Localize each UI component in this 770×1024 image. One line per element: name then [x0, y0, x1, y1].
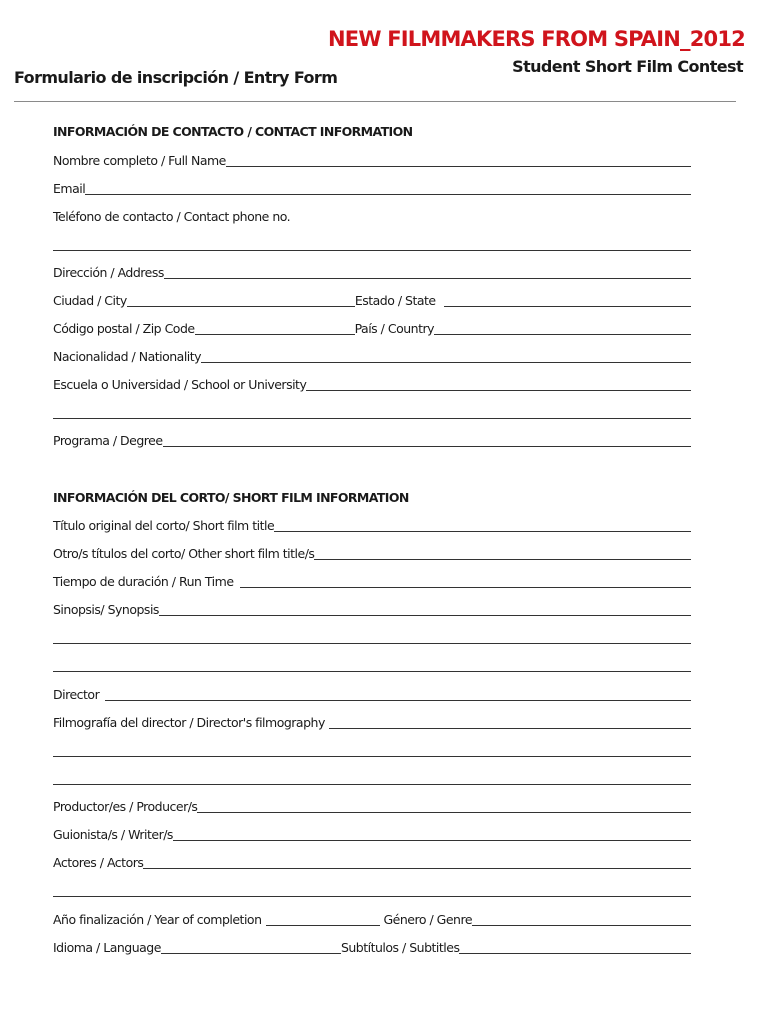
language-label: Idioma / Language: [53, 940, 161, 955]
synopsis-label: Sinopsis/ Synopsis: [53, 602, 159, 617]
degree-field[interactable]: [53, 431, 691, 449]
year-genre-row[interactable]: [53, 910, 691, 928]
run-time-blank[interactable]: [240, 587, 691, 588]
city-label: Ciudad / City: [53, 293, 127, 308]
phone-blank[interactable]: [53, 250, 691, 251]
actors-blank-line-2[interactable]: [53, 881, 691, 899]
address-blank[interactable]: [164, 278, 691, 279]
film-section-heading: INFORMACIÓN DEL CORTO/ SHORT FILM INFORMATION: [53, 490, 409, 505]
phone-blank-line[interactable]: [53, 235, 691, 253]
writers-field[interactable]: [53, 825, 691, 843]
form-name: Formulario de inscripción / Entry Form: [14, 68, 338, 87]
phone-field: [53, 207, 691, 225]
email-field[interactable]: [53, 179, 691, 197]
degree-label: Programa / Degree: [53, 433, 163, 448]
filmography-blank-2[interactable]: [53, 756, 691, 757]
synopsis-blank[interactable]: [159, 615, 691, 616]
filmography-blank-line-2[interactable]: [53, 741, 691, 759]
run-time-field[interactable]: [53, 572, 691, 590]
country-label: País / Country: [354, 321, 435, 336]
year-label: Año finalización / Year of completion: [53, 912, 262, 927]
synopsis-blank-line-3[interactable]: [53, 656, 691, 674]
genre-label: Género / Genre: [383, 912, 473, 927]
full-name-blank[interactable]: [226, 166, 691, 167]
year-blank[interactable]: [266, 925, 380, 926]
document-title: NEW FILMMAKERS FROM SPAIN_2012: [328, 27, 745, 51]
actors-blank[interactable]: [143, 868, 691, 869]
original-title-label: Título original del corto/ Short film title: [53, 518, 275, 533]
document-subtitle: Student Short Film Contest: [512, 57, 743, 76]
filmography-label: Filmografía del director / Director's filmography: [53, 715, 325, 730]
producers-field[interactable]: [53, 797, 691, 815]
nationality-field[interactable]: [53, 347, 691, 365]
school-blank-line[interactable]: [53, 403, 691, 421]
actors-label: Actores / Actors: [53, 855, 144, 870]
address-label: Dirección / Address: [53, 265, 164, 280]
synopsis-blank-line-2[interactable]: [53, 628, 691, 646]
subtitles-label: Subtítulos / Subtitles: [340, 940, 460, 955]
city-blank[interactable]: [127, 306, 355, 307]
phone-label: Teléfono de contacto / Contact phone no.: [53, 209, 291, 224]
other-titles-blank[interactable]: [314, 559, 691, 560]
producers-label: Productor/es / Producer/s: [53, 799, 198, 814]
school-blank[interactable]: [306, 390, 691, 391]
language-subtitles-row[interactable]: [53, 938, 691, 956]
director-field[interactable]: [53, 685, 691, 703]
subtitles-blank[interactable]: [459, 953, 691, 954]
full-name-label: Nombre completo / Full Name: [53, 153, 226, 168]
synopsis-field[interactable]: [53, 600, 691, 618]
genre-blank[interactable]: [472, 925, 691, 926]
writers-blank[interactable]: [173, 840, 691, 841]
zip-label: Código postal / Zip Code: [53, 321, 195, 336]
zip-blank[interactable]: [195, 334, 355, 335]
school-blank-2[interactable]: [53, 418, 691, 419]
filmography-blank-3[interactable]: [53, 784, 691, 785]
country-blank[interactable]: [434, 334, 691, 335]
school-field[interactable]: [53, 375, 691, 393]
other-titles-field[interactable]: [53, 544, 691, 562]
nationality-label: Nacionalidad / Nationality: [53, 349, 202, 364]
original-title-field[interactable]: [53, 516, 691, 534]
header-divider: [14, 101, 736, 102]
degree-blank[interactable]: [163, 446, 691, 447]
state-label: Estado / State: [354, 293, 436, 308]
filmography-field[interactable]: [53, 713, 691, 731]
contact-section-heading: INFORMACIÓN DE CONTACTO / CONTACT INFORMATION: [53, 124, 413, 139]
zip-country-row[interactable]: [53, 319, 691, 337]
email-label: Email: [53, 181, 86, 196]
original-title-blank[interactable]: [274, 531, 691, 532]
director-blank[interactable]: [105, 700, 691, 701]
writers-label: Guionista/s / Writer/s: [53, 827, 173, 842]
actors-field[interactable]: [53, 853, 691, 871]
address-field[interactable]: [53, 263, 691, 281]
producers-blank[interactable]: [197, 812, 691, 813]
filmography-blank[interactable]: [329, 728, 691, 729]
state-blank[interactable]: [444, 306, 691, 307]
run-time-label: Tiempo de duración / Run Time: [53, 574, 234, 589]
synopsis-blank-2[interactable]: [53, 643, 691, 644]
other-titles-label: Otro/s títulos del corto/ Other short film title/s: [53, 546, 315, 561]
full-name-field[interactable]: [53, 151, 691, 169]
actors-blank-2[interactable]: [53, 896, 691, 897]
filmography-blank-line-3[interactable]: [53, 769, 691, 787]
city-state-row[interactable]: [53, 291, 691, 309]
language-blank[interactable]: [161, 953, 341, 954]
email-blank[interactable]: [85, 194, 691, 195]
nationality-blank[interactable]: [201, 362, 691, 363]
synopsis-blank-3[interactable]: [53, 671, 691, 672]
director-label: Director: [53, 687, 100, 702]
school-label: Escuela o Universidad / School or University: [53, 377, 307, 392]
